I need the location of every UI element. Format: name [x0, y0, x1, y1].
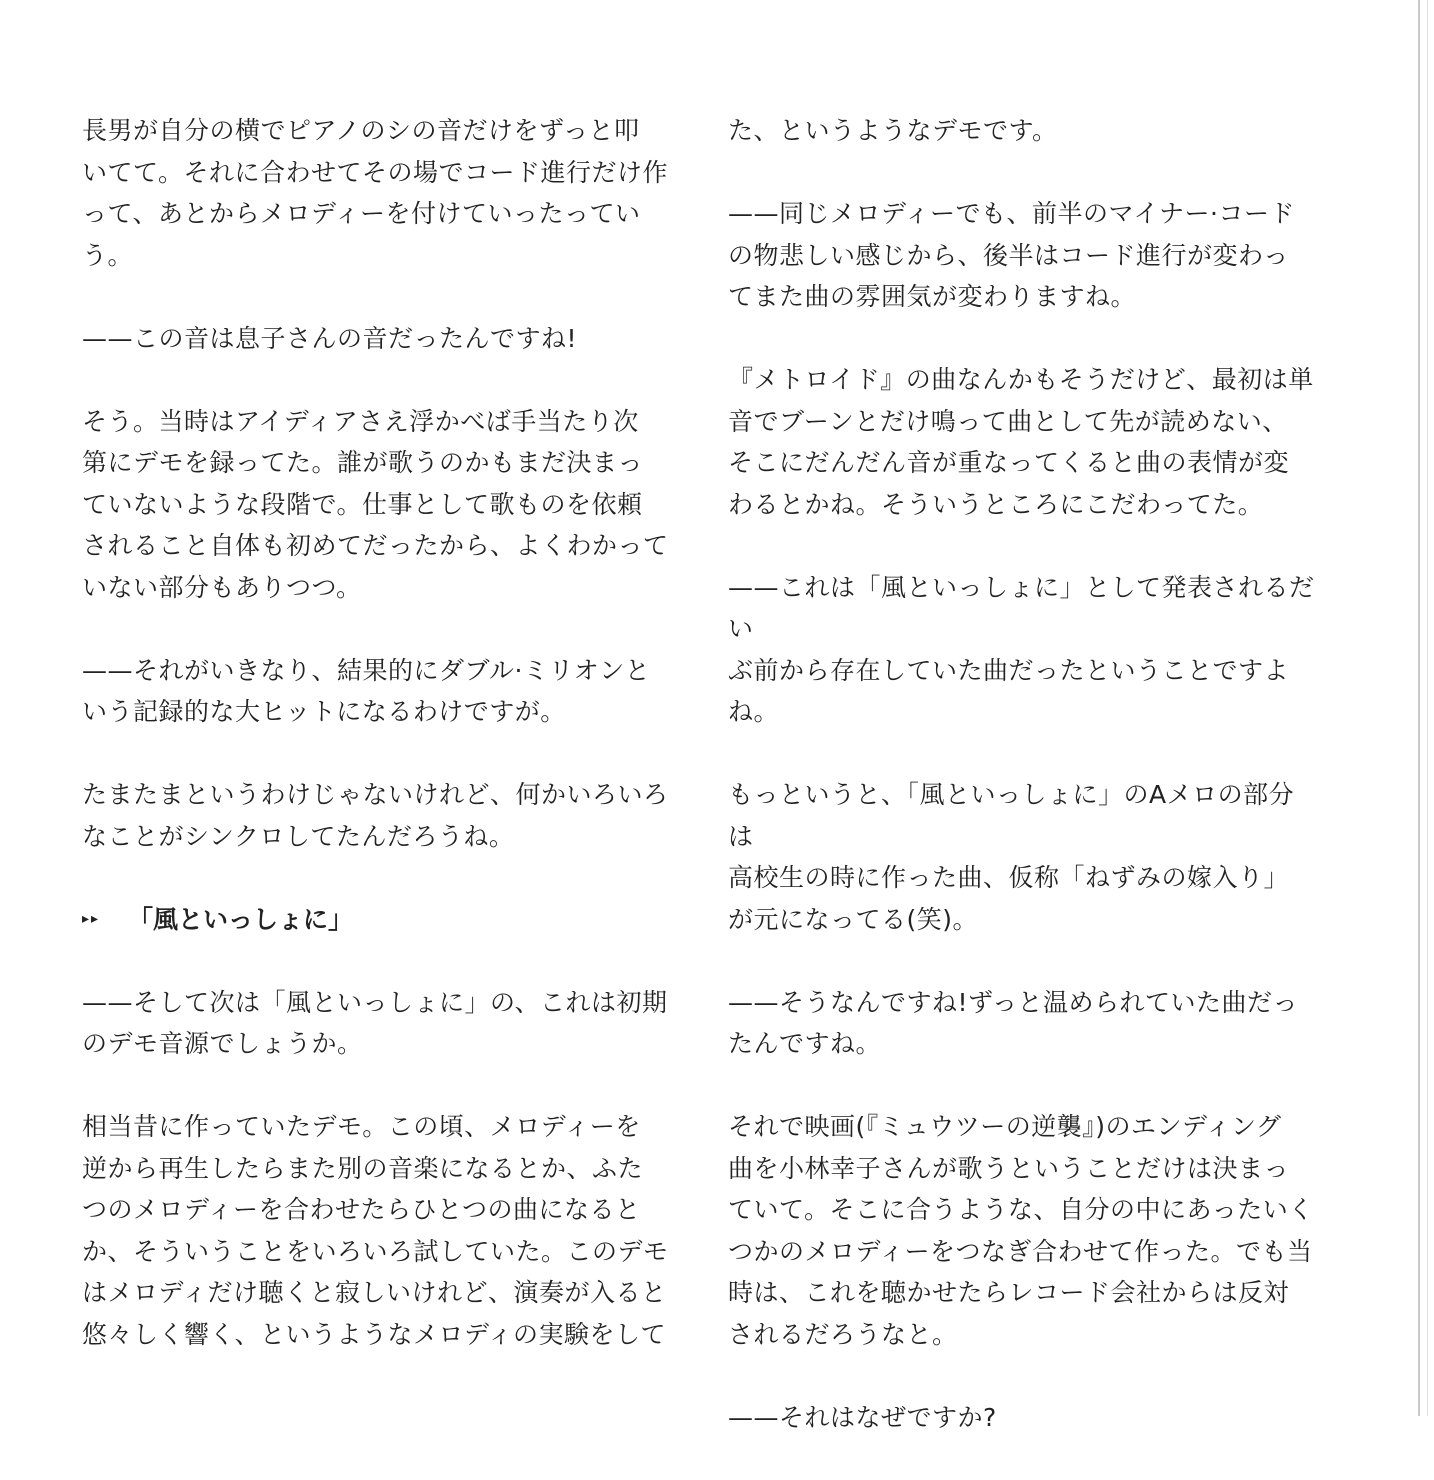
paragraph: た、というようなデモです。 [728, 116, 1058, 145]
paragraph: もっというと、「風といっしょに」のAメロの部分は 高校生の時に作った曲、仮称「ねずみの嫁入り」 が元になってる(笑)。 [728, 780, 1295, 934]
interview-question: ——この音は息子さんの音だったんですね! [82, 323, 578, 353]
interview-question: ——それがいきなり、結果的にダブル·ミリオンと いう記録的な大ヒットになるわけですが。 [82, 655, 651, 726]
interview-question: ——そうなんですね!ずっと温められていた曲だっ たんですね。 [728, 987, 1299, 1058]
interview-question: ——そして次は「風といっしょに」の、これは初期 のデモ音源でしょうか。 [82, 987, 668, 1058]
page-edge-line [1418, 0, 1420, 1416]
paragraph: 長男が自分の横でピアノのシの音だけをずっと叩 いてて。それに合わせてその場でコード進行だけ作 って、あとからメロディーを付けていったっていう。 [82, 116, 669, 270]
page-edge-line-secondary [1427, 0, 1428, 1416]
paragraph: そう。当時はアイディアさえ浮かべば手当たり次 第にデモを録ってた。誰が歌うのかもまだ決まっ ていないような段階で。仕事として歌ものを依頼 されること自体も初めてだったから、よくわかって いない部分もありつつ。 [82, 406, 669, 602]
interview-question: ——それはなぜですか? [728, 1402, 997, 1432]
double-arrow-icon: ▸▸ [82, 910, 101, 927]
paragraph: それで映画(『ミュウツーの逆襲』)のエンディング 曲を小林幸子さんが歌うということだけは決まっ ていて。そこに合うような、自分の中にあったいく つかのメロディーをつなぎ合わせて作った。でも当 時は、これを聴かせたらレコード会社からは反対 されるだろうなと。 [728, 1112, 1314, 1349]
paragraph: 『メトロイド』の曲なんかもそうだけど、最初は単 音でブーンとだけ鳴って曲として先が読めない、 そこにだんだん音が重なってくると曲の表情が変 わるとかね。そういうところにこだわってた。 [728, 365, 1314, 519]
interview-question: ——これは「風といっしょに」として発表されるだい ぶ前から存在していた曲だったということですよね。 [728, 572, 1315, 726]
paragraph: たまたまというわけじゃないけれど、何かいろいろ なことがシンクロしてたんだろうね。 [82, 780, 669, 851]
left-column [82, 110, 672, 1397]
section-heading [82, 899, 672, 941]
paragraph: 相当昔に作っていたデモ。この頃、メロディーを 逆から再生したらまた別の音楽になるとか、ふた つのメロディーを合わせたらひとつの曲になると か、そういうことをいろいろ試していた。このデモ はメロディだけ聴くと寂しいけれど、演奏が入ると 悠々しく響く、というようなメロディの実験をして [82, 1112, 669, 1349]
right-column [728, 110, 1318, 1480]
interview-question: ——同じメロディーでも、前半のマイナー·コード の物悲しい感じから、後半はコード進行が変わっ てまた曲の雰囲気が変わりますね。 [728, 199, 1295, 311]
section-heading-text: 「風といっしょに」 [128, 904, 354, 934]
